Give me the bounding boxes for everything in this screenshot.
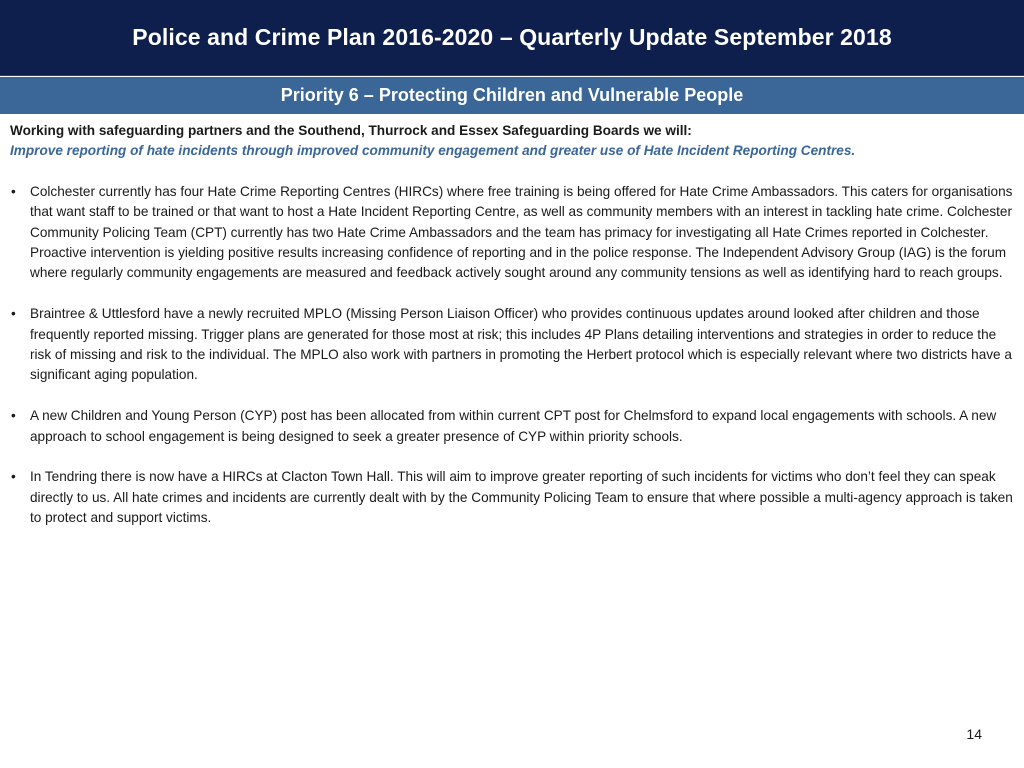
bullet-item-chelmsford: [10, 406, 1014, 447]
title-bar: [0, 0, 1024, 76]
main-content: [10, 121, 1014, 549]
bullet-icon: •: [11, 408, 16, 424]
bullet-item-braintree: [10, 304, 1014, 386]
intro-objective: Improve reporting of hate incidents through improved community engagement and greater use of Hate Incident Reporting Centres.: [10, 143, 856, 159]
bullet-text: In Tendring there is now have a HIRCs at Clacton Town Hall. This will aim to improve greater reporting of such incidents for victims who don’t feel they can speak directly to us. All hate crimes and incidents are currently dealt with by the Community Policing Team to ensure that where possible a multi-agency approach is taken to protect and support victims.: [30, 469, 1013, 526]
bullet-icon: •: [11, 183, 16, 199]
page-number: 14: [966, 726, 982, 742]
intro-lead: Working with safeguarding partners and the Southend, Thurrock and Essex Safeguarding Boards we will:: [10, 123, 692, 138]
page-subtitle: Priority 6 – Protecting Children and Vulnerable People: [280, 85, 744, 105]
bullet-item-tendring: [10, 467, 1014, 528]
bullet-icon: •: [11, 469, 16, 485]
bullet-list: [10, 182, 1014, 529]
bullet-item-colchester: [10, 182, 1014, 284]
page-title: Police and Crime Plan 2016-2020 – Quarterly Update September 2018: [132, 24, 892, 50]
subtitle-bar: [0, 77, 1024, 114]
bullet-icon: •: [11, 306, 16, 322]
bullet-text: Braintree & Uttlesford have a newly recruited MPLO (Missing Person Liaison Officer) who provides continuous updates around looked after children and those frequently reported missing. Trigger plans are generated for those most at risk; this includes 4P Plans detailing interventions and strategies in order to reduce the risk of missing and risk to the individual. The MPLO also work with partners in promoting the Herbert protocol which is especially relevant where two districts have a significant aging population.: [30, 306, 1012, 383]
bullet-text: Colchester currently has four Hate Crime Reporting Centres (HIRCs) where free training is being offered for Hate Crime Ambassadors. This caters for organisations that want staff to be trained or that want to host a Hate Incident Reporting Centre, as well as community members with an interest in tackling hate crime. Colchester Community Policing Team (CPT) currently has two Hate Crime Ambassadors and the team has primacy for investigating all Hate Crimes reported in Colchester. Proactive intervention is yielding positive results increasing confidence of reporting and in the police response. The Independent Advisory Group (IAG) is the forum where regularly community engagements are measured and feedback actively sought around any community tensions as well as identifying hard to reach groups.: [30, 183, 1013, 281]
bullet-text: A new Children and Young Person (CYP) post has been allocated from within current CPT post for Chelmsford to expand local engagements with schools. A new approach to school engagement is being designed to seek a greater presence of CYP within priority schools.: [30, 408, 997, 444]
